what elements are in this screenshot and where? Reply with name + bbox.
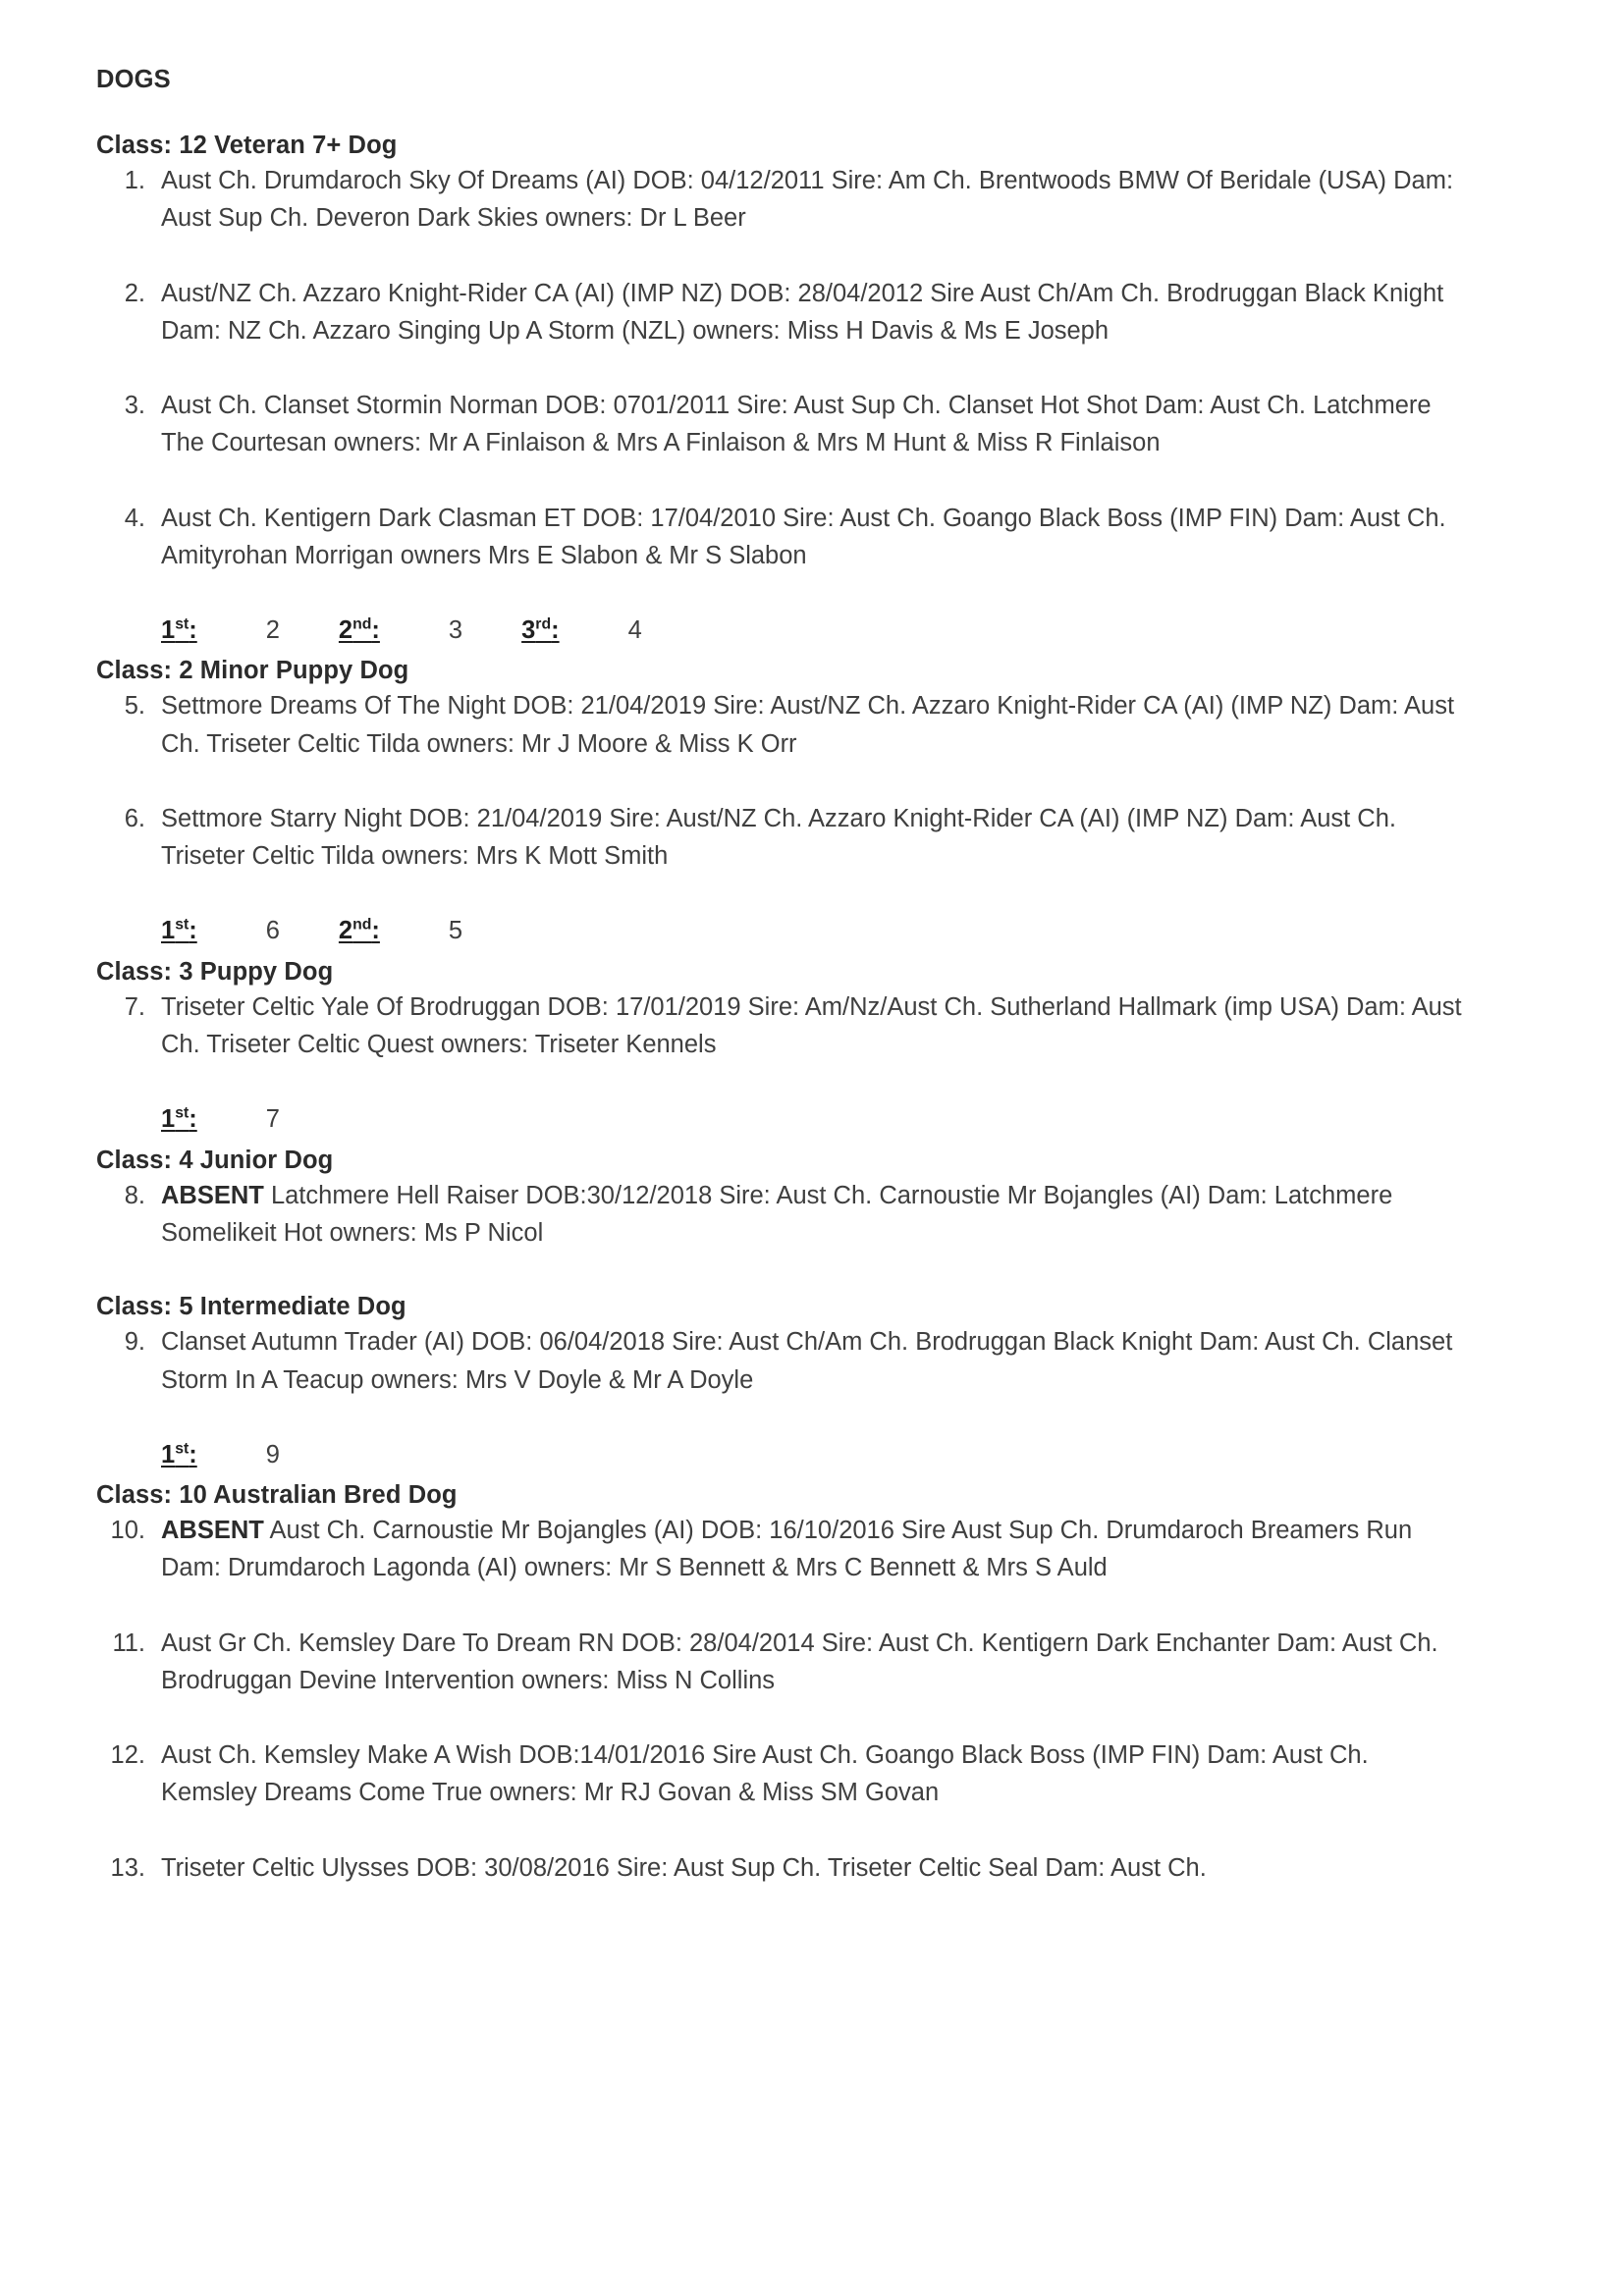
entry-number: 4.: [124, 504, 145, 532]
placing-colon: :: [371, 616, 380, 645]
placing-suffix: st: [175, 615, 189, 633]
placing-label: [161, 1100, 197, 1138]
entry-description: Clanset Autumn Trader (AI) DOB: 06/04/2018 Sire: Aust Ch/Am Ch. Brodruggan Black Knight Dam: Aust Ch. Clanset Storm In A Teacup owners: Mrs V Doyle & Mr A Doyle: [161, 1328, 1453, 1394]
entry-number: 13.: [110, 1853, 145, 1882]
entry-text: [161, 162, 1467, 238]
placing-label: [161, 1436, 197, 1473]
class-heading: Class: 2 Minor Puppy Dog: [96, 657, 409, 685]
class-section-class-5-intermediate-dog: [96, 1291, 1528, 1473]
entry-spacer: [96, 1699, 1528, 1736]
sections-container: [96, 130, 1528, 1926]
placings-row: [96, 1100, 1528, 1138]
placing-ordinal: 1: [161, 616, 176, 645]
entry-text: [161, 387, 1467, 462]
entry-list: [96, 1177, 1528, 1253]
entry-item: [96, 687, 1528, 763]
entry-text: [161, 1177, 1467, 1253]
entry-number: 9.: [124, 1328, 145, 1357]
entry-text: [161, 1512, 1467, 1587]
entry-item: [96, 387, 1528, 462]
entry-number: 6.: [124, 804, 145, 832]
placings-row: [96, 1436, 1528, 1473]
placing-ordinal: 1: [161, 1440, 176, 1468]
placing-suffix: rd: [535, 615, 552, 633]
entry-item: [96, 1177, 1528, 1253]
entry-number: 7.: [124, 992, 145, 1021]
class-heading: Class: 12 Veteran 7+ Dog: [96, 131, 398, 159]
placing-ordinal: 2: [338, 917, 353, 945]
placing-suffix: nd: [352, 916, 372, 934]
placing-label: [521, 612, 560, 649]
absent-badge: ABSENT: [161, 1181, 264, 1209]
placings-row: [96, 912, 1528, 949]
class-section-class-10-australian-bred-dog: [96, 1479, 1528, 1887]
entry-list: [96, 162, 1528, 574]
entry-description: Aust Ch. Kemsley Make A Wish DOB:14/01/2016 Sire Aust Ch. Goango Black Boss (IMP FIN) Dam: Aust Ch. Kemsley Dreams Come True owners: Mr RJ Govan & Miss SM Govan: [161, 1741, 1369, 1807]
placing-1: [161, 912, 280, 949]
section-spacer: [96, 1887, 1528, 1926]
entry-list: [96, 687, 1528, 875]
entry-item: [96, 800, 1528, 876]
entry-list: [96, 1323, 1528, 1399]
placing-2: [339, 912, 462, 949]
placing-colon: :: [551, 616, 560, 645]
placing-value: 4: [627, 616, 642, 645]
entry-item: [96, 988, 1528, 1064]
entry-number: 12.: [110, 1741, 145, 1770]
entry-spacer: [96, 1812, 1528, 1849]
entry-number: 3.: [124, 392, 145, 420]
placing-ordinal: 1: [161, 1105, 176, 1134]
placing-suffix: st: [175, 1104, 189, 1122]
entry-item: [96, 1512, 1528, 1587]
entry-description: Settmore Dreams Of The Night DOB: 21/04/2019 Sire: Aust/NZ Ch. Azzaro Knight-Rider CA (AI) (IMP NZ) Dam: Aust Ch. Triseter Celtic Tilda owners: Mr J Moore & Miss K Orr: [161, 692, 1455, 758]
class-heading: Class: 5 Intermediate Dog: [96, 1293, 406, 1321]
entry-list: [96, 1512, 1528, 1887]
class-heading: Class: 4 Junior Dog: [96, 1146, 334, 1174]
placing-suffix: nd: [352, 615, 372, 633]
placings-row: [96, 612, 1528, 649]
entry-spacer: [96, 238, 1528, 275]
placing-colon: :: [189, 1105, 197, 1134]
placing-label: [161, 912, 197, 949]
entry-description: Aust Ch. Carnoustie Mr Bojangles (AI) DOB: 16/10/2016 Sire Aust Sup Ch. Drumdaroch Breamers Run Dam: Drumdaroch Lagonda (AI) owners: Mr S Bennett & Mrs C Bennett & Mrs S Auld: [161, 1517, 1413, 1582]
placing-3: [521, 612, 642, 649]
entry-number: 2.: [124, 279, 145, 307]
absent-badge: ABSENT: [161, 1517, 264, 1545]
class-section-class-4-junior-dog: [96, 1145, 1528, 1253]
placing-value: 3: [448, 616, 463, 645]
class-section-class-12-veteran-7-dog: [96, 130, 1528, 649]
placing-suffix: st: [175, 916, 189, 934]
entry-number: 5.: [124, 692, 145, 721]
entry-item: [96, 1849, 1528, 1887]
placing-value: 9: [265, 1440, 280, 1468]
class-section-class-2-minor-puppy-dog: [96, 655, 1528, 949]
placings-spacer: [96, 875, 1528, 912]
entry-text: [161, 1323, 1467, 1399]
placing-colon: :: [189, 616, 197, 645]
entry-description: Aust Gr Ch. Kemsley Dare To Dream RN DOB: 28/04/2014 Sire: Aust Ch. Kentigern Dark Enchanter Dam: Aust Ch. Brodruggan Devine Intervention owners: Miss N Collins: [161, 1629, 1438, 1694]
placings-spacer: [96, 574, 1528, 612]
entry-description: Aust/NZ Ch. Azzaro Knight-Rider CA (AI) (IMP NZ) DOB: 28/04/2012 Sire Aust Ch/Am Ch. Brodruggan Black Knight Dam: NZ Ch. Azzaro Singing Up A Storm (NZL) owners: Miss H Davis & Ms E Joseph: [161, 279, 1444, 345]
entry-number: 10.: [110, 1517, 145, 1545]
entry-text: [161, 687, 1467, 763]
entry-text: [161, 800, 1467, 876]
placing-value: 2: [265, 616, 280, 645]
entry-description: Aust Ch. Kentigern Dark Clasman ET DOB: 17/04/2010 Sire: Aust Ch. Goango Black Boss (IMP FIN) Dam: Aust Ch. Amityrohan Morrigan owners Mrs E Slabon & Mr S Slabon: [161, 504, 1446, 569]
entry-text: [161, 500, 1467, 575]
placing-label: [339, 612, 380, 649]
entry-description: Aust Ch. Drumdaroch Sky Of Dreams (AI) DOB: 04/12/2011 Sire: Am Ch. Brentwoods BMW Of Beridale (USA) Dam: Aust Sup Ch. Deveron Dark Skies owners: Dr L Beer: [161, 167, 1454, 233]
entry-number: 8.: [124, 1181, 145, 1209]
placing-1: [161, 1100, 280, 1138]
entry-spacer: [96, 349, 1528, 387]
entry-item: [96, 162, 1528, 238]
placing-colon: :: [371, 917, 380, 945]
entry-item: [96, 1736, 1528, 1812]
entry-item: [96, 275, 1528, 350]
entry-list: [96, 988, 1528, 1064]
placings-spacer: [96, 1063, 1528, 1100]
class-heading: Class: 10 Australian Bred Dog: [96, 1481, 458, 1510]
entry-number: 11.: [112, 1629, 145, 1657]
entry-text: [161, 1849, 1467, 1887]
entry-description: Aust Ch. Clanset Stormin Norman DOB: 0701/2011 Sire: Aust Sup Ch. Clanset Hot Shot Dam: Aust Ch. Latchmere The Courtesan owners: Mr A Finlaison & Mrs A Finlaison & Mrs M Hunt & Miss R Finlaison: [161, 392, 1432, 457]
entry-description: Latchmere Hell Raiser DOB:30/12/2018 Sire: Aust Ch. Carnoustie Mr Bojangles (AI) Dam: Latchmere Somelikeit Hot owners: Ms P Nicol: [161, 1181, 1393, 1247]
placing-label: [339, 912, 380, 949]
placing-suffix: st: [175, 1440, 189, 1458]
placing-value: 6: [265, 917, 280, 945]
entry-spacer: [96, 763, 1528, 800]
class-heading: Class: 3 Puppy Dog: [96, 957, 334, 986]
placing-colon: :: [189, 1440, 197, 1468]
placings-spacer: [96, 1399, 1528, 1436]
placing-ordinal: 3: [521, 616, 536, 645]
entry-description: Settmore Starry Night DOB: 21/04/2019 Sire: Aust/NZ Ch. Azzaro Knight-Rider CA (AI) (IMP NZ) Dam: Aust Ch. Triseter Celtic Tilda owners: Mrs K Mott Smith: [161, 804, 1396, 871]
placing-ordinal: 1: [161, 917, 176, 945]
placing-ordinal: 2: [338, 616, 353, 645]
entry-description: Triseter Celtic Yale Of Brodruggan DOB: 17/01/2019 Sire: Am/Nz/Aust Ch. Sutherland Hallmark (imp USA) Dam: Aust Ch. Triseter Celtic Quest owners: Triseter Kennels: [161, 992, 1462, 1059]
placing-colon: :: [189, 917, 197, 945]
entry-item: [96, 500, 1528, 575]
placing-2: [339, 612, 462, 649]
placing-value: 5: [448, 917, 463, 945]
entry-text: [161, 1625, 1467, 1700]
entry-text: [161, 275, 1467, 350]
placing-value: 7: [265, 1105, 280, 1134]
placing-1: [161, 612, 280, 649]
page-title: DOGS: [96, 66, 171, 93]
entry-text: [161, 988, 1467, 1064]
section-spacer: [96, 1252, 1528, 1291]
placing-label: [161, 612, 197, 649]
class-section-class-3-puppy-dog: [96, 956, 1528, 1139]
entry-description: Triseter Celtic Ulysses DOB: 30/08/2016 Sire: Aust Sup Ch. Triseter Celtic Seal Dam: Aust Ch.: [161, 1853, 1207, 1882]
entry-text: [161, 1736, 1467, 1812]
entry-item: [96, 1323, 1528, 1399]
entry-spacer: [96, 1587, 1528, 1625]
entry-item: [96, 1625, 1528, 1700]
entry-number: 1.: [124, 167, 145, 195]
entry-spacer: [96, 462, 1528, 500]
placing-1: [161, 1436, 280, 1473]
